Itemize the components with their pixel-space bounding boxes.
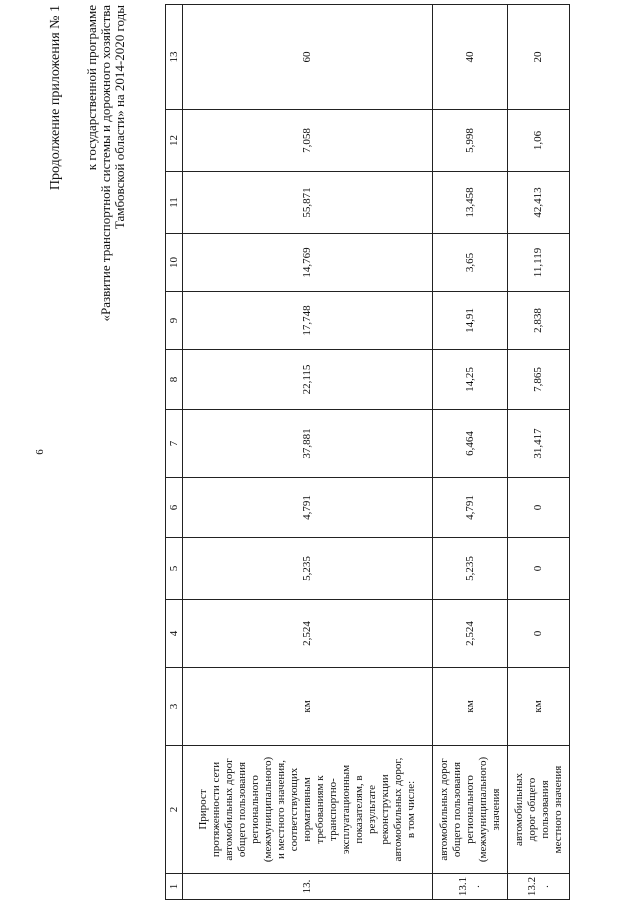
value-cell: 1,06: [508, 110, 570, 172]
column-number: 8: [166, 350, 183, 410]
column-number: 1: [166, 874, 183, 900]
rotated-sheet: [40, 5, 564, 900]
value-cell: 11,119: [508, 234, 570, 292]
column-number: 13: [166, 5, 183, 110]
indicator-name: автомобильных дорог общего пользования местного значения: [508, 746, 570, 874]
value-cell: 14,25: [433, 350, 508, 410]
column-number: 9: [166, 292, 183, 350]
unit-cell: км: [183, 668, 433, 746]
column-number: 6: [166, 478, 183, 538]
unit-cell: км: [433, 668, 508, 746]
page-number: 6: [34, 449, 46, 455]
value-cell: 0: [508, 600, 570, 668]
program-period: Тамбовской области» на 2014-2020 годы: [112, 5, 127, 230]
program-name: «Развитие транспортной системы и дорожного хозяйства: [98, 5, 113, 322]
value-cell: 17,748: [183, 292, 433, 350]
value-cell: 22,115: [183, 350, 433, 410]
table-row: [433, 5, 508, 900]
value-cell: 31,417: [508, 410, 570, 478]
column-number: 3: [166, 668, 183, 746]
column-number: 5: [166, 538, 183, 600]
column-number: 4: [166, 600, 183, 668]
column-number: 11: [166, 172, 183, 234]
value-cell: 2,524: [433, 600, 508, 668]
program-reference: к государственной программе: [84, 5, 99, 171]
value-cell: 60: [183, 5, 433, 110]
value-cell: 14,769: [183, 234, 433, 292]
value-cell: 0: [508, 478, 570, 538]
table-row: [183, 5, 433, 900]
value-cell: 7,865: [508, 350, 570, 410]
indicators-table: [165, 4, 570, 900]
value-cell: 5,998: [433, 110, 508, 172]
column-number: 2: [166, 746, 183, 874]
indicator-name: автомобильных дорог общего пользования регионального (межмуниципального) значения: [433, 746, 508, 874]
value-cell: 42,413: [508, 172, 570, 234]
column-number: 7: [166, 410, 183, 478]
table-row: [508, 5, 570, 900]
column-number: 10: [166, 234, 183, 292]
value-cell: 2,524: [183, 600, 433, 668]
value-cell: 2,838: [508, 292, 570, 350]
appendix-header: [40, 5, 165, 900]
value-cell: 37,881: [183, 410, 433, 478]
value-cell: 4,791: [183, 478, 433, 538]
value-cell: 5,235: [433, 538, 508, 600]
value-cell: 40: [433, 5, 508, 110]
value-cell: 0: [508, 538, 570, 600]
value-cell: 20: [508, 5, 570, 110]
value-cell: 55,871: [183, 172, 433, 234]
value-cell: 5,235: [183, 538, 433, 600]
appendix-title: Продолжение приложения № 1: [48, 5, 63, 191]
indicator-name: Прирост протяженности сети автомобильных дорог общего пользования регионального (межмуниципального) и местного значения, соответствующих нормативным требованиям к транспортно- эксплуатационным показателям, в результате реконструкции автомобильных дорог, в том числе:: [183, 746, 433, 874]
column-number-row: [166, 5, 183, 900]
column-number: 12: [166, 110, 183, 172]
value-cell: 7,058: [183, 110, 433, 172]
value-cell: 4,791: [433, 478, 508, 538]
value-cell: 13,458: [433, 172, 508, 234]
value-cell: 6,464: [433, 410, 508, 478]
value-cell: 14,91: [433, 292, 508, 350]
row-number: 13.1.: [433, 874, 508, 900]
row-number: 13.: [183, 874, 433, 900]
row-number: 13.2.: [508, 874, 570, 900]
value-cell: 3,65: [433, 234, 508, 292]
unit-cell: км: [508, 668, 570, 746]
